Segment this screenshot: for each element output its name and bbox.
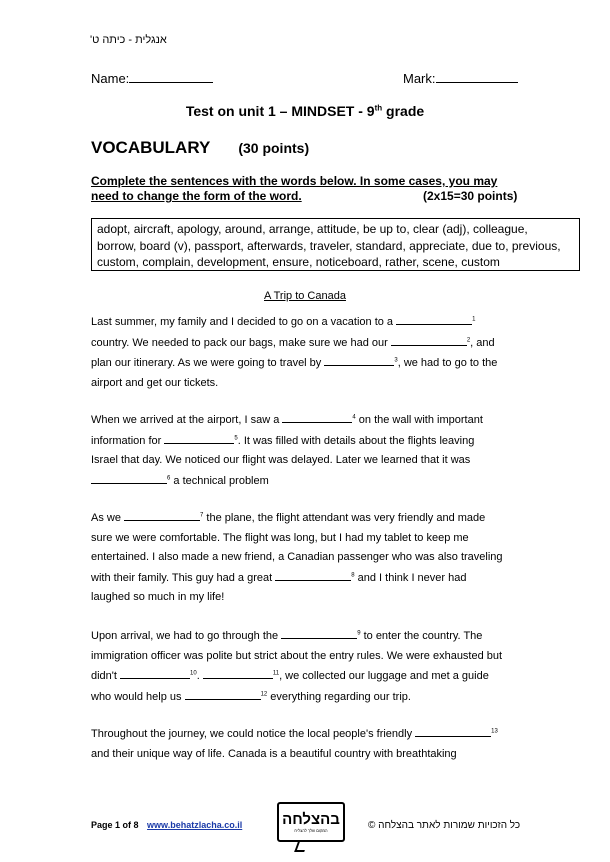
answer-blank[interactable]: [275, 568, 351, 581]
text: to enter the country. The: [360, 630, 483, 642]
blank-number: 5: [234, 434, 238, 441]
text: When we arrived at the airport, I saw a: [91, 414, 283, 426]
text: , we had to go to the: [397, 357, 498, 369]
text: with their family. This guy had a great: [91, 571, 276, 584]
site-link[interactable]: www.behatzlacha.co.il: [147, 820, 243, 830]
text: Israel that day. We noticed our flight was delayed. Later we learned that it was: [91, 454, 471, 466]
logo-subtext: המקום שלך להצליח: [294, 827, 328, 833]
text: everything regarding our trip.: [267, 690, 411, 703]
name-blank: [129, 70, 213, 83]
instructions-line-2: need to change the form of the word.: [91, 189, 302, 203]
blank-number: 3: [394, 357, 398, 364]
text: As we: [91, 512, 125, 524]
text: , we collected our luggage and met a guide: [279, 670, 489, 682]
blank-number: 2: [466, 336, 471, 343]
title-tail: grade: [382, 103, 425, 119]
text: immigration officer was polite but strict about the entry rules. We were exhausted but: [91, 649, 503, 662]
name-field: [91, 70, 213, 86]
blank-number: 12: [260, 690, 268, 697]
instructions-points: (2x15=30 points): [423, 189, 518, 203]
answer-blank[interactable]: [185, 687, 261, 700]
answer-blank[interactable]: [396, 312, 472, 325]
copyright: כל הזכויות שמורות לאתר בהצלחה ©: [368, 820, 521, 831]
blank-number: 6: [167, 474, 171, 481]
text: information for: [91, 434, 165, 447]
name-label: Name:: [91, 71, 130, 86]
text: who would help us: [91, 690, 185, 703]
text: . It was filled with details about the flights leaving: [237, 434, 475, 447]
answer-blank[interactable]: [91, 471, 167, 484]
text: on the wall with important: [355, 414, 483, 426]
paragraph-2: [91, 410, 531, 491]
logo-tail-icon: [294, 842, 308, 852]
header-subject: אנגלית - כיתה ט': [90, 34, 167, 46]
word-bank-line: adopt, aircraft, apology, around, arrange, attitude, be up to, clear (adj), colleague,: [97, 222, 528, 236]
section-heading: [91, 138, 309, 158]
blank-number: 11: [272, 670, 280, 677]
text: , and: [470, 336, 495, 349]
blank-number: 13: [491, 728, 498, 735]
vocab-points: (30 points): [238, 140, 310, 156]
paragraph-3: [91, 508, 531, 608]
logo-text: בהצלחה: [282, 810, 340, 828]
text: a technical problem: [170, 474, 269, 487]
text: .: [196, 670, 203, 682]
text: airport and get our tickets.: [91, 376, 219, 389]
mark-field: [403, 70, 518, 86]
text: Last summer, my family and I decided to go on a vacation to a: [91, 316, 397, 328]
word-bank-line: custom, complain, development, ensure, noticeboard, rather, scene, custom: [97, 255, 500, 269]
word-bank-line: borrow, board (v), passport, afterwards, traveler, standard, appreciate, due to, previous,: [97, 238, 561, 253]
vocab-heading: VOCABULARY: [91, 138, 211, 157]
title-sup: th: [374, 103, 383, 113]
answer-blank[interactable]: [120, 666, 190, 679]
text: didn't: [91, 670, 121, 682]
text: country. We needed to pack our bags, make sure we had our: [91, 336, 391, 349]
text: Upon arrival, we had to go through the: [91, 630, 282, 642]
text: and their unique way of life. Canada is a beautiful country with breathtaking: [91, 747, 457, 760]
text: sure we were comfortable. The flight was long, but I had my tablet to keep me: [91, 531, 469, 544]
title-main: Test on unit 1 – MINDSET - 9: [185, 103, 375, 119]
blank-number: 10: [190, 670, 197, 677]
paragraph-4: [91, 626, 531, 707]
blank-number: 8: [351, 571, 355, 578]
answer-blank[interactable]: [324, 353, 394, 366]
mark-blank: [436, 70, 518, 83]
answer-blank[interactable]: [203, 666, 273, 679]
text: laughed so much in my life!: [91, 591, 225, 603]
answer-blank[interactable]: [391, 333, 467, 346]
text: plan our itinerary. As we were going to travel by: [91, 357, 325, 369]
instructions-line-1: Complete the sentences with the words below. In some cases, you may: [91, 174, 498, 188]
answer-blank[interactable]: [281, 626, 357, 639]
blank-number: 9: [357, 630, 361, 637]
text: and I think I never had: [354, 571, 467, 584]
text: Throughout the journey, we could notice the local people's friendly: [91, 728, 416, 740]
paragraph-5: [91, 724, 531, 764]
text: the plane, the flight attendant was very friendly and made: [203, 512, 486, 524]
blank-number: 1: [472, 316, 476, 323]
answer-blank[interactable]: [124, 508, 200, 521]
blank-number: 4: [352, 414, 356, 421]
page-title: [0, 103, 610, 119]
footer-left: [91, 820, 242, 830]
mark-label: Mark:: [403, 71, 436, 86]
blank-number: 7: [200, 512, 204, 519]
story-title: A Trip to Canada: [264, 290, 346, 302]
site-logo: [277, 802, 345, 842]
page-number: Page 1 of 8: [91, 820, 139, 830]
word-bank: [91, 218, 580, 271]
answer-blank[interactable]: [164, 431, 234, 444]
answer-blank[interactable]: [415, 724, 491, 737]
text: entertained. I also made a new friend, a Canadian passenger who was also traveling: [91, 551, 503, 563]
answer-blank[interactable]: [282, 410, 352, 423]
paragraph-1: [91, 312, 531, 393]
